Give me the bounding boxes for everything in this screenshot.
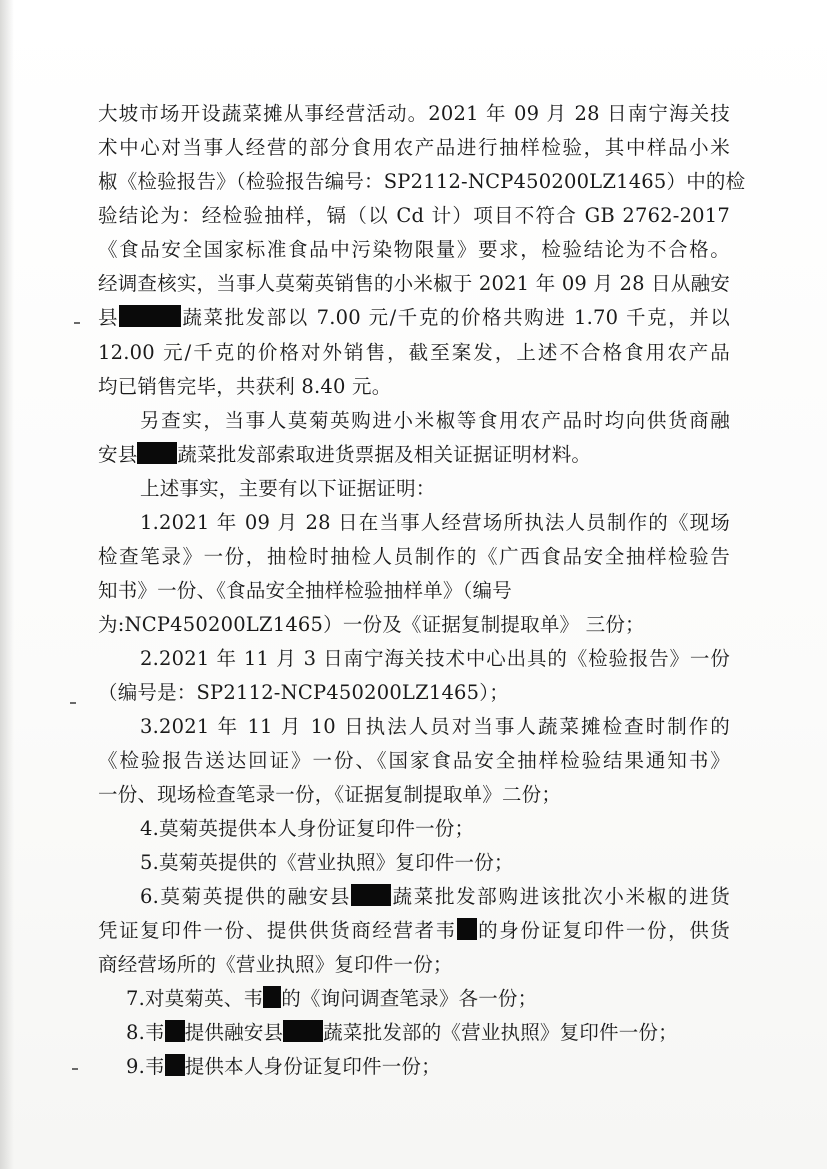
text-line-6: 经调查核实，当事人莫菊英销售的小米椒于 2021 年 09 月 28 日从融安 bbox=[98, 272, 730, 295]
text-line-21: 一份、现场检查笔录一份，《证据复制提取单》二份； bbox=[98, 783, 562, 806]
text-line-11 bbox=[98, 441, 730, 469]
text-segment: 7.对莫菊英、韦 bbox=[126, 987, 264, 1010]
text-line-17: 2.2021 年 11 月 3 日南宁海关技术中心出具的《检验报告》一份 bbox=[140, 647, 730, 670]
redaction-block bbox=[263, 986, 281, 1008]
text-segment: 安县 bbox=[98, 443, 138, 466]
text-line-2: 术中心对当事人经营的部分食用农产品进行抽样检验，其中样品小米 bbox=[98, 136, 730, 159]
text-line-29 bbox=[126, 1053, 730, 1081]
text-line-25 bbox=[98, 917, 730, 945]
text-line-14: 检查笔录》一份，抽检时抽检人员制作的《广西食品安全抽样检验告 bbox=[98, 545, 730, 568]
redaction-block bbox=[165, 1054, 185, 1076]
text-line-18: （编号是：SP2112-NCP450200LZ1465）； bbox=[98, 681, 509, 704]
text-line-22: 4.莫菊英提供本人身份证复印件一份； bbox=[140, 817, 475, 840]
scan-edge-shadow bbox=[0, 0, 14, 1169]
text-line-16: 为:NCP450200LZ1465）一份及《证据复制提取单》 三份； bbox=[98, 613, 645, 636]
text-line-24 bbox=[140, 883, 730, 911]
text-line-15: 知书》一份、《食品安全抽样检验抽样单》（编号 bbox=[98, 579, 512, 602]
text-line-3: 椒《检验报告》（检验报告编号：SP2112-NCP450200LZ1465）中的检 bbox=[98, 170, 746, 193]
text-segment: 蔬菜批发部索取进货票据及相关证据证明材料。 bbox=[177, 443, 592, 466]
redaction-block bbox=[283, 1020, 323, 1042]
scan-speck bbox=[72, 1068, 78, 1070]
text-line-5: 《食品安全国家标准食品中污染物限量》要求，检验结论为不合格。 bbox=[98, 238, 730, 261]
redaction-block bbox=[165, 1020, 185, 1042]
text-line-9: 均已销售完毕，共获利 8.40 元。 bbox=[98, 375, 392, 398]
text-line-8: 12.00 元/千克的价格对外销售，截至案发，上述不合格食用农产品 bbox=[98, 341, 730, 364]
text-segment: 蔬菜批发部的《营业执照》复印件一份； bbox=[323, 1021, 678, 1044]
text-segment: 蔬菜批发部购进该批次小米椒的进货 bbox=[391, 885, 730, 908]
redaction-block bbox=[137, 442, 177, 464]
text-segment: 的《询问调查笔录》各一份； bbox=[281, 987, 538, 1010]
text-segment: 提供融安县 bbox=[184, 1021, 284, 1044]
redaction-block bbox=[457, 918, 477, 940]
redaction-block bbox=[119, 305, 181, 327]
text-segment: 6.莫菊英提供的融安县 bbox=[140, 885, 352, 908]
text-line-28 bbox=[126, 1019, 730, 1047]
text-line-7 bbox=[98, 304, 730, 332]
text-segment: 蔬菜批发部以 7.00 元/千克的价格共购进 1.70 千克，并以 bbox=[181, 306, 730, 329]
text-line-27 bbox=[126, 985, 730, 1013]
text-segment: 的身份证复印件一份，供货 bbox=[476, 919, 731, 942]
text-line-1: 大坡市场开设蔬菜摊从事经营活动。2021 年 09 月 28 日南宁海关技 bbox=[98, 102, 730, 125]
scan-speck bbox=[70, 702, 76, 704]
text-segment: 9.韦 bbox=[126, 1055, 165, 1078]
text-line-10: 另查实，当事人莫菊英购进小米椒等食用农产品时均向供货商融 bbox=[140, 409, 730, 432]
text-segment: 县 bbox=[98, 306, 120, 329]
text-line-13: 1.2021 年 09 月 28 日在当事人经营场所执法人员制作的《现场 bbox=[140, 511, 730, 534]
text-line-23: 5.莫菊英提供的《营业执照》复印件一份； bbox=[140, 851, 514, 874]
text-line-26: 商经营场所的《营业执照》复印件一份； bbox=[98, 953, 453, 976]
scan-speck bbox=[74, 322, 80, 324]
text-segment: 凭证复印件一份、提供供货商经营者韦 bbox=[98, 919, 457, 942]
text-line-4: 验结论为：经检验抽样，镉（以 Cd 计）项目不符合 GB 2762-2017 bbox=[98, 204, 730, 227]
text-line-20: 《检验报告送达回证》一份、《国家食品安全抽样检验结果通知书》 bbox=[98, 749, 730, 772]
text-segment: 提供本人身份证复印件一份； bbox=[184, 1055, 441, 1078]
text-segment: 8.韦 bbox=[126, 1021, 165, 1044]
redaction-block bbox=[351, 884, 391, 906]
text-line-19: 3.2021 年 11 月 10 日执法人员对当事人蔬菜摊检查时制作的 bbox=[140, 715, 730, 738]
text-line-12: 上述事实，主要有以下证据证明： bbox=[140, 477, 436, 500]
